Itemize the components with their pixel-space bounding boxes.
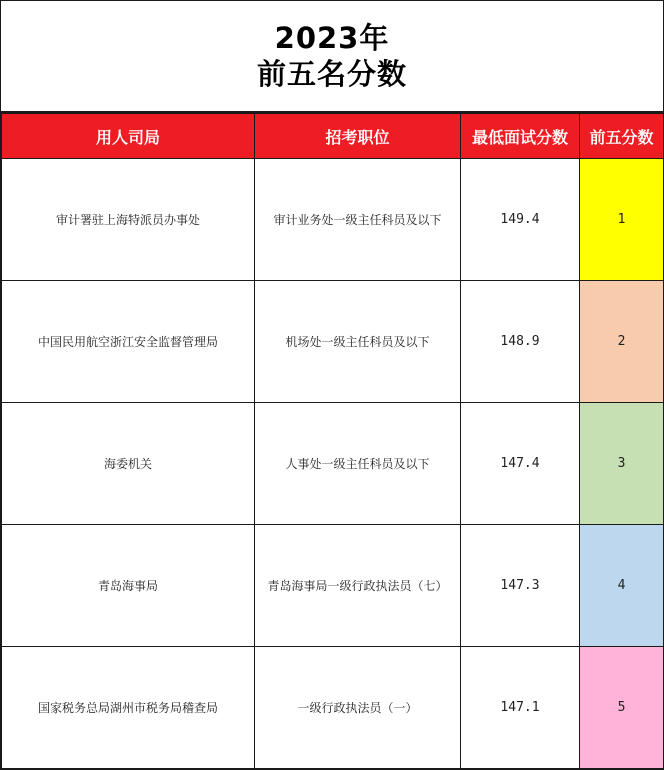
header-row [2,114,664,159]
table-row [2,525,664,647]
score-cell: 148.9 [461,281,580,403]
rank-cell: 2 [580,281,664,403]
table-row [2,281,664,403]
rank-cell: 3 [580,403,664,525]
dept-cell: 中国民用航空浙江安全监督管理局 [2,281,255,403]
score-cell: 149.4 [461,159,580,281]
header-dept: 用人司局 [2,114,255,159]
dept-cell: 青岛海事局 [2,525,255,647]
dept-cell: 国家税务总局湖州市税务局稽查局 [2,647,255,769]
score-cell: 147.4 [461,403,580,525]
header-rank: 前五分数 [580,114,664,159]
rank-cell: 5 [580,647,664,769]
title-block [1,1,663,113]
table-row [2,647,664,769]
rank-cell: 1 [580,159,664,281]
title-subtitle: 前五名分数 [256,57,407,91]
position-cell: 人事处一级主任科员及以下 [255,403,461,525]
dept-cell: 海委机关 [2,403,255,525]
position-cell: 青岛海事局一级行政执法员（七） [255,525,461,647]
header-position: 招考职位 [255,114,461,159]
score-cell: 147.3 [461,525,580,647]
score-cell: 147.1 [461,647,580,769]
rank-cell: 4 [580,525,664,647]
dept-cell: 审计署驻上海特派员办事处 [2,159,255,281]
header-min-score: 最低面试分数 [461,114,580,159]
title-year: 2023年 [274,21,390,55]
position-cell: 机场处一级主任科员及以下 [255,281,461,403]
position-cell: 一级行政执法员（一） [255,647,461,769]
score-table [1,113,664,769]
position-cell: 审计业务处一级主任科员及以下 [255,159,461,281]
table-row [2,403,664,525]
table-row [2,159,664,281]
